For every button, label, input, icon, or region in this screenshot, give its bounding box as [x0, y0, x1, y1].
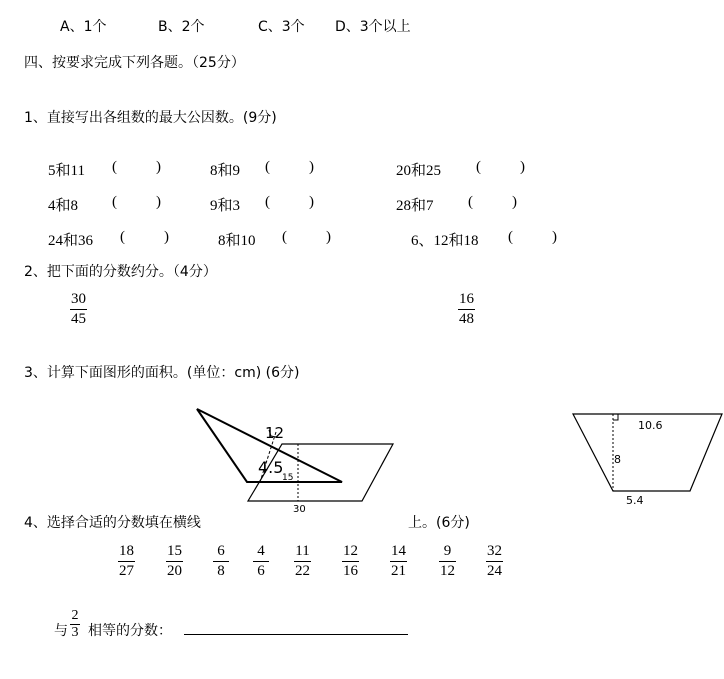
label-10-6: 10.6 [638, 419, 663, 432]
q1-paren-open: ( [112, 194, 117, 210]
fraction-bar [118, 561, 135, 562]
fraction-option [253, 543, 269, 580]
q1-paren-open: ( [508, 229, 513, 245]
numerator: 16 [459, 291, 474, 307]
numerator: 4 [257, 543, 265, 559]
option-b: B、2个 [158, 19, 205, 35]
fraction-bar [390, 561, 407, 562]
equal-suffix: 相等的分数： [88, 623, 172, 639]
denominator: 20 [167, 563, 182, 579]
q1-item: 24和36 [48, 233, 94, 249]
figure-trapezoid [568, 408, 724, 510]
q1-paren-open: ( [120, 229, 125, 245]
label-12: 12 [265, 424, 285, 442]
label-5-4: 5.4 [626, 494, 644, 507]
q1-paren-open: ( [112, 159, 117, 175]
q1-paren-close: ) [512, 194, 517, 210]
fraction-option [486, 543, 503, 580]
numerator: 32 [487, 543, 502, 559]
label-15: 15 [282, 473, 294, 483]
fraction-bar [486, 561, 503, 562]
q1-item: 9和3 [210, 198, 241, 214]
question-4-title-start: 4、选择合适的分数填在横线 [24, 515, 201, 531]
denominator: 3 [71, 625, 79, 640]
fraction-option [342, 543, 359, 580]
option-a: A、1个 [60, 19, 107, 35]
denominator: 48 [459, 311, 474, 327]
question-4-title-end: 上。(6分) [408, 515, 470, 531]
q1-item: 8和10 [218, 233, 256, 249]
q1-paren-open: ( [468, 194, 473, 210]
q1-paren-close: ) [520, 159, 525, 175]
fraction-bar [439, 561, 456, 562]
label-8: 8 [614, 453, 621, 466]
q1-paren-open: ( [282, 229, 287, 245]
q1-item: 8和9 [210, 163, 241, 179]
question-1-title: 1、直接写出各组数的最大公因数。(9分) [24, 110, 277, 126]
label-30: 30 [293, 504, 306, 515]
q1-paren-close: ) [309, 159, 314, 175]
numerator: 2 [71, 608, 79, 623]
denominator: 24 [487, 563, 502, 579]
fraction-2-3 [70, 609, 80, 640]
label-4-5: 4.5 [258, 458, 284, 477]
q1-paren-open: ( [265, 159, 270, 175]
right-angle-mark [613, 414, 618, 420]
numerator: 6 [217, 543, 225, 559]
figure-triangle-parallelogram [190, 400, 405, 518]
numerator: 14 [391, 543, 406, 559]
fraction-option [118, 543, 135, 580]
option-d: D、3个以上 [335, 19, 411, 35]
q1-paren-close: ) [552, 229, 557, 245]
fraction-option [390, 543, 407, 580]
q1-paren-close: ) [156, 159, 161, 175]
denominator: 12 [440, 563, 455, 579]
denominator: 6 [257, 563, 265, 579]
denominator: 45 [71, 311, 86, 327]
fraction-option [213, 543, 229, 580]
q1-paren-close: ) [164, 229, 169, 245]
fraction-bar [342, 561, 359, 562]
fraction-bar [166, 561, 183, 562]
numerator: 12 [343, 543, 358, 559]
q1-item: 6、12和18 [411, 233, 479, 249]
denominator: 21 [391, 563, 406, 579]
fraction-bar [458, 309, 475, 310]
denominator: 22 [295, 563, 310, 579]
q1-paren-close: ) [326, 229, 331, 245]
fraction-bar [70, 309, 87, 310]
fraction-bar [253, 561, 269, 562]
section-title: 四、按要求完成下列各题。（25分） [24, 55, 245, 71]
fraction-bar [294, 561, 311, 562]
fraction-16-48 [458, 291, 475, 328]
q1-item: 20和25 [396, 163, 442, 179]
numerator: 9 [443, 543, 452, 559]
fraction-30-45 [70, 291, 87, 328]
option-c: C、3个 [258, 19, 305, 35]
q1-paren-close: ) [156, 194, 161, 210]
fraction-option [166, 543, 183, 580]
denominator: 16 [343, 563, 358, 579]
numerator: 11 [295, 543, 310, 559]
numerator: 15 [167, 543, 182, 559]
question-3-title: 3、计算下面图形的面积。(单位：cm) (6分) [24, 365, 300, 381]
fraction-option [294, 543, 311, 580]
answer-blank-line[interactable] [184, 634, 408, 635]
fraction-bar [213, 561, 229, 562]
numerator: 30 [71, 291, 86, 307]
equal-prefix: 与 [54, 623, 68, 639]
q1-paren-open: ( [265, 194, 270, 210]
q1-paren-close: ) [309, 194, 314, 210]
denominator: 8 [217, 563, 225, 579]
question-2-title: 2、把下面的分数约分。（4分） [24, 264, 217, 280]
q1-paren-open: ( [476, 159, 481, 175]
denominator: 27 [119, 563, 134, 579]
fraction-option [439, 543, 456, 580]
q1-item: 28和7 [396, 198, 434, 214]
numerator: 18 [119, 543, 134, 559]
q1-item: 4和8 [48, 198, 79, 214]
q1-item: 5和11 [48, 163, 85, 179]
